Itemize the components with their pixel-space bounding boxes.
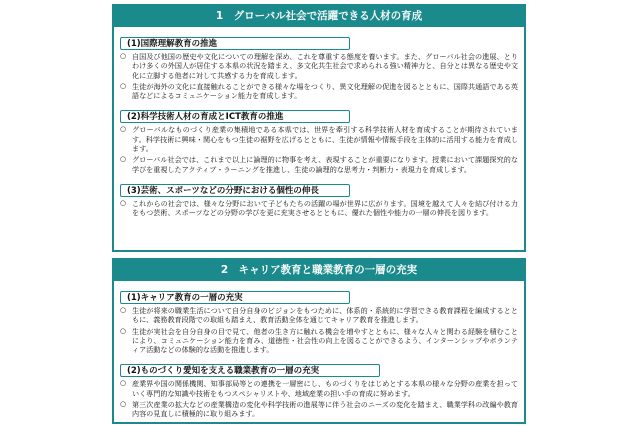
- section-title: (2)科学技術人材の育成とICT教育の推進: [120, 110, 350, 123]
- bullet-icon: ○: [120, 81, 127, 90]
- bullet-icon: ○: [120, 198, 127, 207]
- panel-career-education: [112, 258, 526, 424]
- panel-title: 2 キャリア教育と職業教育の一層の充実: [114, 260, 524, 281]
- section-arts-sports: [120, 178, 518, 218]
- item-text: 産業界や国の関係機関、知事部局等との連携を一層密にし、ものづくりをはじめとする本県の様々な分野の産業を担っていく専門的な知識や技術をもつスペシャリストや、地域産業の担い手の育成に努めます。: [132, 379, 518, 398]
- item-text: これからの社会では、様々な分野において子どもたちの活躍の場が世界に広がります。国境を越えて人々を結び付ける力をもつ芸術、スポーツなどの分野の学びを更に充実させるとともに、優れた個性や能力の一層の伸長を図ります。: [132, 198, 518, 218]
- item-text: 生徒が海外の文化に直接触れることができる様々な場をつくり、異文化理解の促進を図るとともに、国際共通語である英語などによるコミュニケーション能力を育成します。: [132, 81, 518, 101]
- bullet-icon: ○: [120, 326, 127, 335]
- section-title: (1)キャリア教育の一層の充実: [120, 291, 350, 304]
- item-text: 生徒が将来の職業生活について自分自身のビジョンをもつために、体系的・系統的に学習できる教育課程を編成するとともに、義務教育段階での取組も踏まえ、教育活動全体を通じてキャリア教育を推進します。: [132, 306, 518, 325]
- section-title: (1)国際理解教育の推進: [120, 37, 350, 50]
- bullet-icon: ○: [120, 155, 127, 164]
- item-text: 自国及び他国の歴史や文化についての理解を深め、これを尊重する態度を養います。また、グローバル社会の進展、とりわけ多くの外国人が居住する本県の状況を踏まえ、多文化共生社会で求められる強い精神力と、自分とは異なる歴史や文化に立脚する他者に対して共感する力を育成します。: [132, 52, 519, 80]
- list-item: [120, 379, 518, 398]
- item-text: 第三次産業の拡大などの産業構造の変化や科学技術の進展等に伴う社会のニーズの変化を踏まえ、職業学科の改編や教育内容の見直しに積極的に取り組みます。: [132, 400, 518, 419]
- bullet-icon: ○: [120, 125, 127, 134]
- list-item: [120, 82, 518, 101]
- item-text: グローバル社会では、これまで以上に論理的に物事を考え、表現することが重要になります。授業において課題探究的な学びを重視したアクティブ・ラーニングを推進し、生徒の論理的な思考力・判断力・表現力を育成します。: [132, 155, 518, 174]
- list-item: [120, 155, 518, 174]
- bullet-icon: ○: [120, 379, 127, 388]
- bullet-icon: ○: [120, 400, 127, 409]
- list-item: [120, 400, 518, 419]
- item-text: グローバルなものづくり産業の集積地である本県では、世界を牽引する科学技術人材を育成することが期待されています。科学技術に興味・関心をもつ生徒の裾野を広げるとともに、生徒が情報や情報手段を主体的に活用する能力を育成します。: [132, 125, 518, 154]
- bullet-icon: ○: [120, 52, 127, 60]
- list-item: [120, 199, 518, 218]
- list-item: [120, 327, 518, 355]
- panel-title: 1 グローバル社会で活躍できる人材の育成: [114, 6, 524, 27]
- list-item: [120, 125, 518, 153]
- section-science-ict: [120, 104, 518, 173]
- panel-global-talent: [112, 4, 526, 252]
- list-item: [120, 306, 518, 325]
- section-vocational-education: [120, 358, 518, 418]
- bullet-icon: ○: [120, 306, 127, 314]
- list-item: [120, 52, 518, 80]
- item-text: 生徒が実社会を自分自身の目で見て、他者の生き方に触れる機会を増やすとともに、様々な人々と関わる経験を積むことにより、コミュニケーション能力を育み、道徳性・社会性の向上を図ることができるよう、インターンシップやボランティア活動などの体験的な活動を推進します。: [132, 326, 518, 355]
- section-international-understanding: [120, 31, 518, 100]
- section-title: (2)ものづくり愛知を支える職業教育の一層の充実: [120, 364, 380, 377]
- section-title: (3)芸術、スポーツなどの分野における個性の伸長: [120, 184, 350, 197]
- section-career-education: [120, 285, 518, 354]
